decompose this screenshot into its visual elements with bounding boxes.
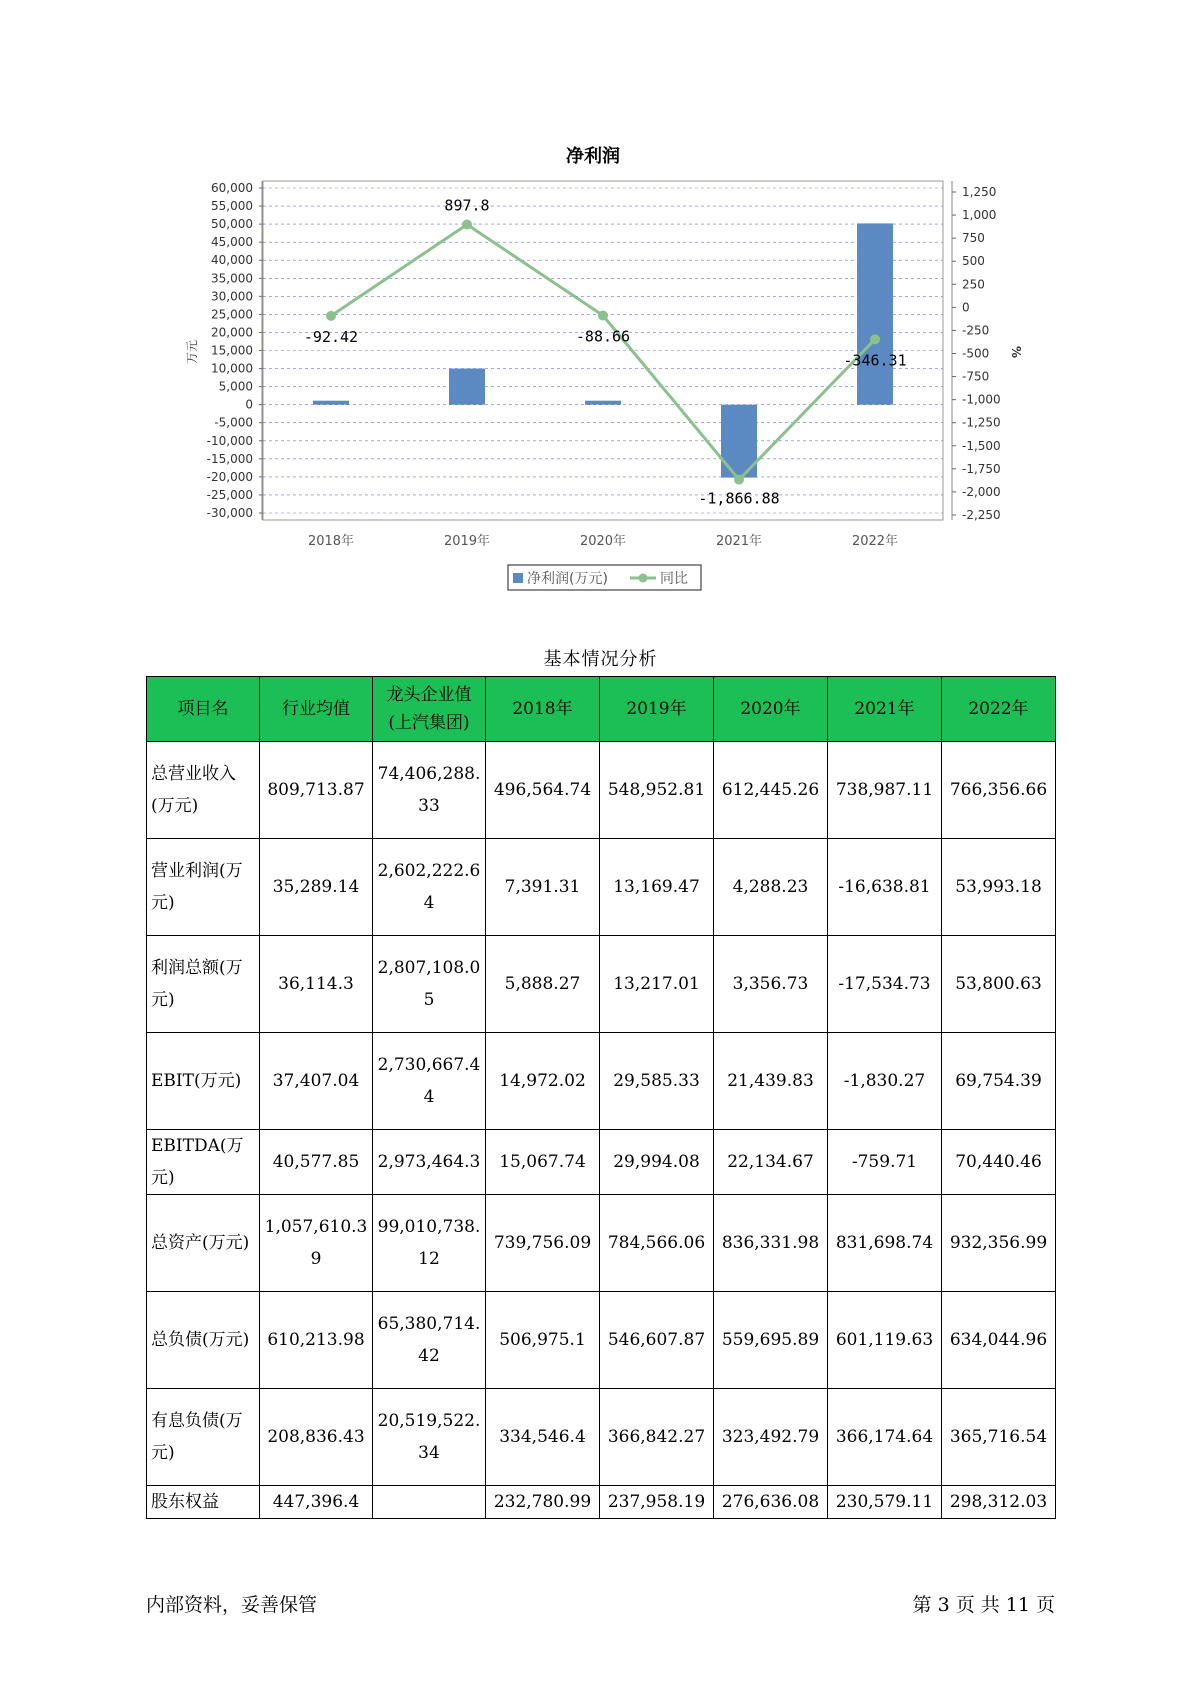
yoy-data-label: -1,866.88 [698, 489, 780, 508]
header-cell: 2021年 [828, 677, 942, 742]
row-label: EBIT(万元) [147, 1033, 260, 1130]
y-tick-label: 60,000 [211, 181, 253, 195]
table-cell: 2,973,464.3 [373, 1130, 486, 1195]
y2-tick-label: -750 [962, 369, 990, 384]
y-tick-label: 25,000 [211, 307, 253, 322]
y2-tick-label: -1,750 [962, 461, 1001, 476]
table-cell: 22,134.67 [714, 1130, 828, 1195]
table-row [147, 1195, 1056, 1292]
bar-2020年 [585, 401, 621, 405]
table-cell: 2,807,108.05 [373, 936, 486, 1033]
table-cell: 74,406,288.33 [373, 742, 486, 839]
table-cell: 13,169.47 [600, 839, 714, 936]
y2-tick-label: 1,000 [962, 208, 997, 223]
table-cell: 546,607.87 [600, 1292, 714, 1389]
table-cell: 366,842.27 [600, 1389, 714, 1486]
y2-tick-label: -250 [962, 323, 990, 338]
y-tick-label: 15,000 [211, 343, 253, 358]
row-label: EBITDA(万元) [147, 1130, 260, 1195]
header-cell: 2019年 [600, 677, 714, 742]
table-cell: 70,440.46 [942, 1130, 1056, 1195]
table-cell: 65,380,714.42 [373, 1292, 486, 1389]
y2-tick-label: 1,250 [962, 185, 997, 199]
y-tick-label: -30,000 [206, 506, 253, 520]
table-cell: 29,585.33 [600, 1033, 714, 1130]
table-cell: 36,114.3 [260, 936, 373, 1033]
table-row [147, 839, 1056, 936]
bar-2018年 [313, 401, 349, 405]
header-cell: 项目名 [147, 677, 260, 742]
table-cell: 5,888.27 [486, 936, 600, 1033]
table-row [147, 742, 1056, 839]
table-cell: 2,602,222.64 [373, 839, 486, 936]
x-tick-label: 2019年 [443, 534, 491, 549]
y-tick-label: 0 [245, 397, 253, 412]
y-tick-label: 55,000 [211, 199, 253, 214]
table-row [147, 1486, 1056, 1519]
y-tick-label: 40,000 [211, 253, 253, 268]
table-cell: 601,119.63 [828, 1292, 942, 1389]
y2-tick-label: 0 [962, 300, 970, 315]
table-cell: 13,217.01 [600, 936, 714, 1033]
header-cell: 2018年 [486, 677, 600, 742]
table-cell: 766,356.66 [942, 742, 1056, 839]
table-cell: 831,698.74 [828, 1195, 942, 1292]
y2-tick-label: -1,000 [962, 392, 1001, 407]
y2-tick-label: 750 [962, 231, 985, 246]
table-cell: 784,566.06 [600, 1195, 714, 1292]
table-row [147, 936, 1056, 1033]
y-axis-label: 万元 [185, 339, 199, 365]
table-cell: 323,492.79 [714, 1389, 828, 1486]
yoy-data-label: -88.66 [575, 327, 631, 346]
row-label: 总资产(万元) [147, 1195, 260, 1292]
y-tick-label: -10,000 [206, 433, 253, 448]
chart-title: 净利润 [566, 146, 620, 167]
table-row [147, 1033, 1056, 1130]
table-cell: 20,519,522.34 [373, 1389, 486, 1486]
row-label: 营业利润(万元) [147, 839, 260, 936]
legend-line-marker [639, 574, 648, 583]
table-cell: 559,695.89 [714, 1292, 828, 1389]
table-cell: 4,288.23 [714, 839, 828, 936]
table-cell: -17,534.73 [828, 936, 942, 1033]
y-tick-label: 35,000 [211, 271, 253, 286]
table-cell: 932,356.99 [942, 1195, 1056, 1292]
table-cell: 365,716.54 [942, 1389, 1056, 1486]
table-cell: 3,356.73 [714, 936, 828, 1033]
y-tick-label: 50,000 [211, 217, 253, 232]
footer-confidential-note: 内部资料，妥善保管 [146, 1594, 318, 1616]
y-tick-label: -5,000 [214, 415, 253, 430]
table-cell: 29,994.08 [600, 1130, 714, 1195]
table-cell: 53,800.63 [942, 936, 1056, 1033]
table-cell: 237,958.19 [600, 1486, 714, 1519]
table-row [147, 1389, 1056, 1486]
yoy-point [462, 220, 472, 230]
table-cell: 208,836.43 [260, 1389, 373, 1486]
table-cell: 447,396.4 [260, 1486, 373, 1519]
y2-tick-label: 500 [962, 254, 985, 269]
table-row [147, 1130, 1056, 1195]
yoy-point [734, 475, 744, 485]
y2-tick-label: -1,500 [962, 438, 1001, 453]
table-cell [373, 1486, 486, 1519]
header-cell: 龙头企业值(上汽集团) [373, 677, 486, 742]
table-cell: 738,987.11 [828, 742, 942, 839]
x-tick-label: 2021年 [715, 534, 763, 549]
table-cell: 69,754.39 [942, 1033, 1056, 1130]
y2-tick-label: -1,250 [962, 415, 1001, 430]
y-tick-label: 30,000 [211, 289, 253, 304]
y2-tick-label: -500 [962, 346, 990, 361]
bar-2019年 [449, 369, 485, 405]
yoy-data-label: 897.8 [444, 196, 490, 215]
table-cell: 35,289.14 [260, 839, 373, 936]
header-cell: 行业均值 [260, 677, 373, 742]
header-cell: 2020年 [714, 677, 828, 742]
row-label: 利润总额(万元) [147, 936, 260, 1033]
table-cell: 2,730,667.44 [373, 1033, 486, 1130]
y2-axis-label: % [1009, 345, 1023, 359]
row-label: 有息负债(万元) [147, 1389, 260, 1486]
table-cell: 548,952.81 [600, 742, 714, 839]
table-cell: -759.71 [828, 1130, 942, 1195]
net-profit-chart [0, 0, 1191, 600]
y-tick-label: -15,000 [206, 451, 253, 466]
yoy-point [870, 334, 880, 344]
analysis-table [146, 676, 1056, 1519]
y-tick-label: 45,000 [211, 235, 253, 250]
table-header-row [147, 677, 1056, 742]
x-tick-label: 2022年 [851, 534, 899, 549]
table-cell: 506,975.1 [486, 1292, 600, 1389]
table-cell: 1,057,610.39 [260, 1195, 373, 1292]
y-tick-label: -25,000 [206, 487, 253, 502]
yoy-point [598, 311, 608, 321]
table-cell: 610,213.98 [260, 1292, 373, 1389]
y2-tick-label: 250 [962, 277, 985, 292]
bar-2022年 [857, 223, 893, 404]
x-tick-label: 2020年 [579, 534, 627, 549]
table-cell: 836,331.98 [714, 1195, 828, 1292]
table-cell: 809,713.87 [260, 742, 373, 839]
table-row [147, 1292, 1056, 1389]
table-cell: 298,312.03 [942, 1486, 1056, 1519]
row-label: 总负债(万元) [147, 1292, 260, 1389]
table-cell: 21,439.83 [714, 1033, 828, 1130]
table-cell: 37,407.04 [260, 1033, 373, 1130]
table-cell: 366,174.64 [828, 1389, 942, 1486]
table-cell: 230,579.11 [828, 1486, 942, 1519]
footer-page-number: 第 3 页 共 11 页 [912, 1594, 1055, 1616]
table-cell: 334,546.4 [486, 1389, 600, 1486]
yoy-data-label: -346.31 [843, 351, 907, 370]
table-cell: 7,391.31 [486, 839, 600, 936]
header-cell: 2022年 [942, 677, 1056, 742]
table-cell: 276,636.08 [714, 1486, 828, 1519]
table-cell: 15,067.74 [486, 1130, 600, 1195]
x-tick-label: 2018年 [307, 534, 355, 549]
table-cell: 53,993.18 [942, 839, 1056, 936]
table-cell: 634,044.96 [942, 1292, 1056, 1389]
table-cell: 739,756.09 [486, 1195, 600, 1292]
table-cell: 232,780.99 [486, 1486, 600, 1519]
table-title: 基本情况分析 [543, 649, 658, 670]
row-label: 股东权益 [147, 1486, 260, 1519]
table-cell: 99,010,738.12 [373, 1195, 486, 1292]
legend-bar-swatch [513, 573, 523, 583]
y-tick-label: 5,000 [218, 379, 253, 394]
y-tick-label: 10,000 [211, 361, 253, 376]
yoy-data-label: -92.42 [303, 327, 359, 346]
yoy-point [326, 311, 336, 321]
table-cell: -16,638.81 [828, 839, 942, 936]
legend-line-label: 同比 [660, 571, 688, 587]
table-cell: -1,830.27 [828, 1033, 942, 1130]
table-cell: 40,577.85 [260, 1130, 373, 1195]
table-cell: 496,564.74 [486, 742, 600, 839]
y2-tick-label: -2,000 [962, 484, 1001, 499]
row-label: 总营业收入(万元) [147, 742, 260, 839]
y-tick-label: -20,000 [206, 469, 253, 484]
y2-tick-label: -2,250 [962, 508, 1001, 522]
legend-bar-label: 净利润(万元) [527, 571, 608, 587]
table-cell: 612,445.26 [714, 742, 828, 839]
table-cell: 14,972.02 [486, 1033, 600, 1130]
y-tick-label: 20,000 [211, 325, 253, 340]
